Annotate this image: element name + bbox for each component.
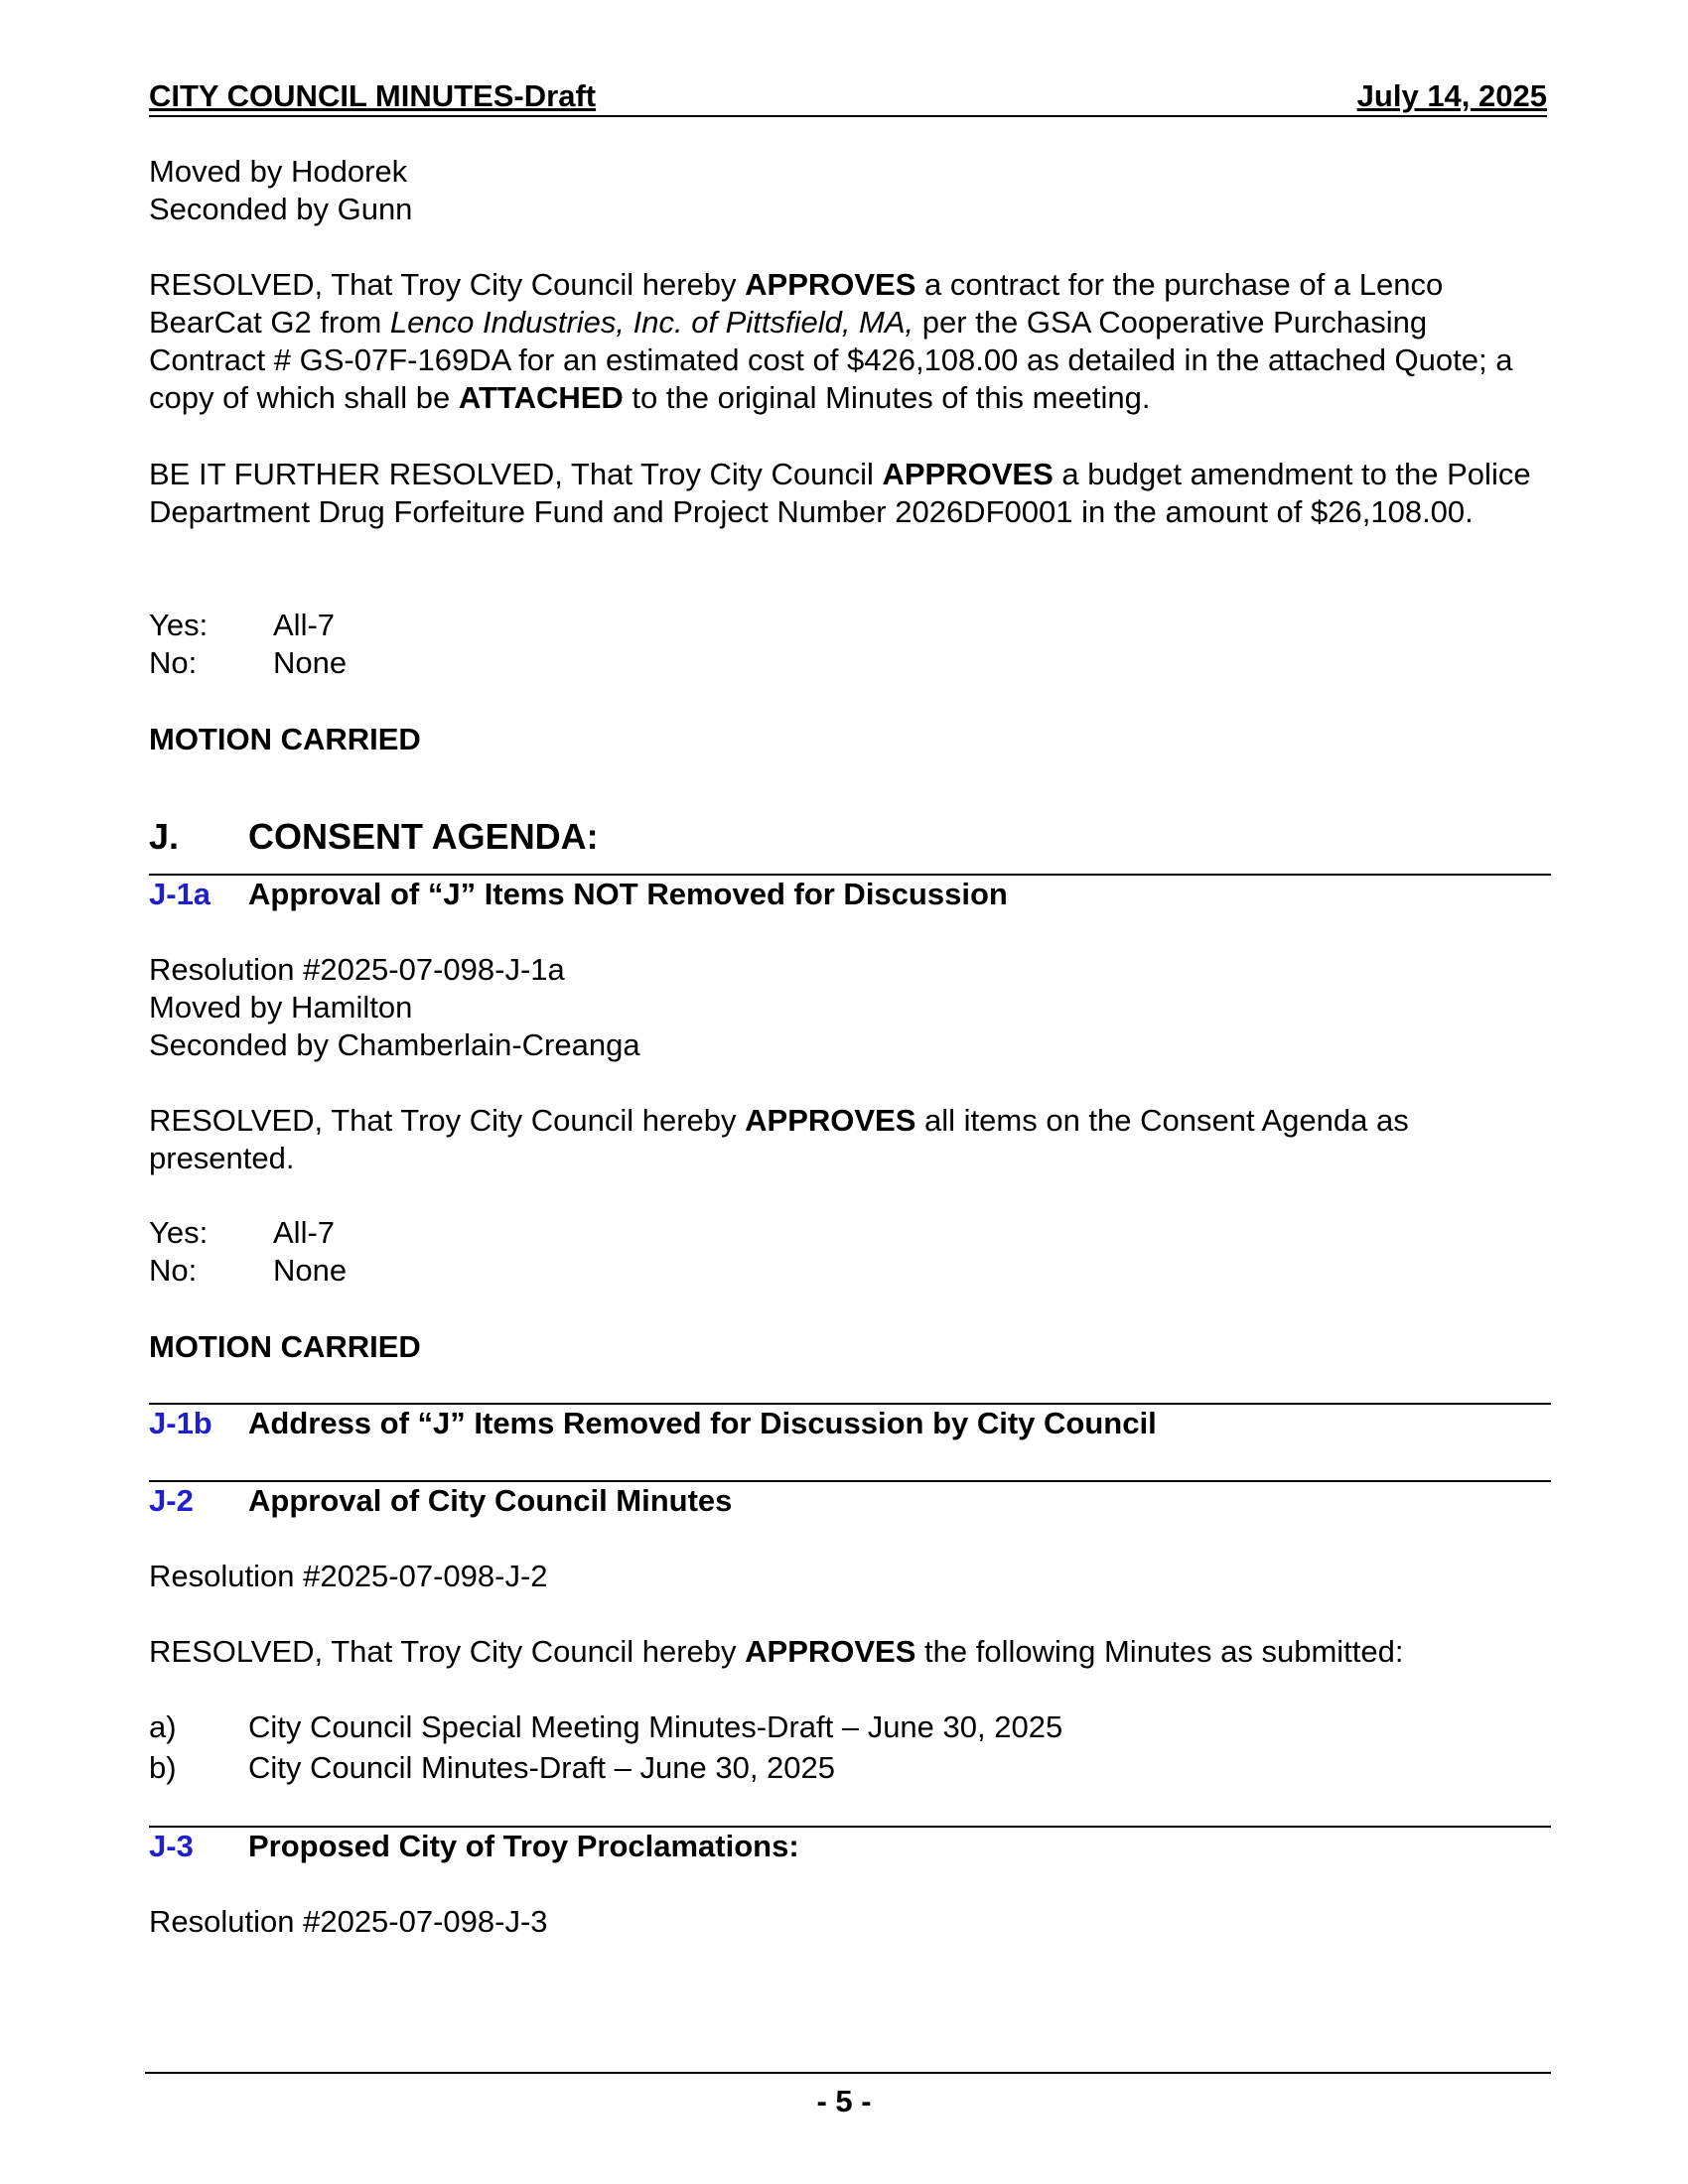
item-j3-heading [149,1828,1549,1865]
meeting-date: July 14, 2025 [1356,78,1547,113]
page-number: - 5 - [816,2084,872,2118]
item-code: J-1a [149,877,211,911]
moved-by: Moved by Hamilton [149,990,413,1024]
item-j1a-resolution: RESOLVED, That Troy City Council hereby APPROVES all items on the Consent Agenda as presented. [149,1103,1409,1175]
item-j1a-motion [149,951,1549,1064]
item-code: J-3 [149,1829,194,1863]
item-j1b-heading [149,1405,1549,1442]
vote-tally-top: Yes: All-7 No: None [149,608,348,680]
item-code: J-2 [149,1483,194,1518]
resolution-paragraph-2: BE IT FURTHER RESOLVED, That Troy City Council APPROVES a budget amendment to the Police Department Drug Forfeiture Fund and Project Number 2026DF0001 in the amount of $26,108.00. [149,457,1531,529]
footer-divider [145,2072,1551,2074]
vote-tally-j1a: Yes: All-7 No: None [149,1215,348,1288]
seconded-by: Seconded by Chamberlain-Creanga [149,1027,640,1062]
item-title: Proposed City of Troy Proclamations: [248,1829,799,1863]
page-header [149,77,1547,117]
list-item: a) City Council Special Meeting Minutes-Draft – June 30, 2025 [149,1709,1063,1744]
item-j2-heading [149,1482,1549,1520]
document-title: CITY COUNCIL MINUTES-Draft [149,78,597,113]
item-title: Approval of “J” Items NOT Removed for Discussion [248,877,1008,911]
item-j2-resolution: RESOLVED, That Troy City Council hereby APPROVES the following Minutes as submitted: [149,1634,1404,1669]
motion-carried-j1a: MOTION CARRIED [149,1329,421,1364]
minutes-list [149,1708,1549,1787]
motion-carried-top: MOTION CARRIED [149,722,421,756]
moved-by: Moved by Hodorek [149,154,408,189]
resolution-paragraph-1: RESOLVED, That Troy City Council hereby APPROVES a contract for the purchase of a Lenco BearCat G2 from Lenco Industries, Inc. of Pittsfield, MA, per the GSA Cooperative Purchasing Contract # GS-07F-169DA for an estimated cost of $426,108.00 as detailed in the attached Quote; a copy of which shall be ATTACHED to the original Minutes of this meeting. [149,267,1513,415]
motion-block-top [149,153,1549,228]
resolution-number: Resolution #2025-07-098-J-2 [149,1559,548,1593]
list-item: b) City Council Minutes-Draft – June 30, 2025 [149,1750,836,1785]
item-title: Address of “J” Items Removed for Discussion by City Council [248,1406,1157,1440]
resolution-number: Resolution #2025-07-098-J-1a [149,952,565,987]
resolution-number: Resolution #2025-07-098-J-3 [149,1904,548,1939]
seconded-by: Seconded by Gunn [149,192,413,226]
item-code: J-1b [149,1406,212,1440]
item-title: Approval of City Council Minutes [248,1483,733,1518]
section-heading: J. CONSENT AGENDA: [149,816,599,857]
item-j1a-heading [149,876,1549,913]
